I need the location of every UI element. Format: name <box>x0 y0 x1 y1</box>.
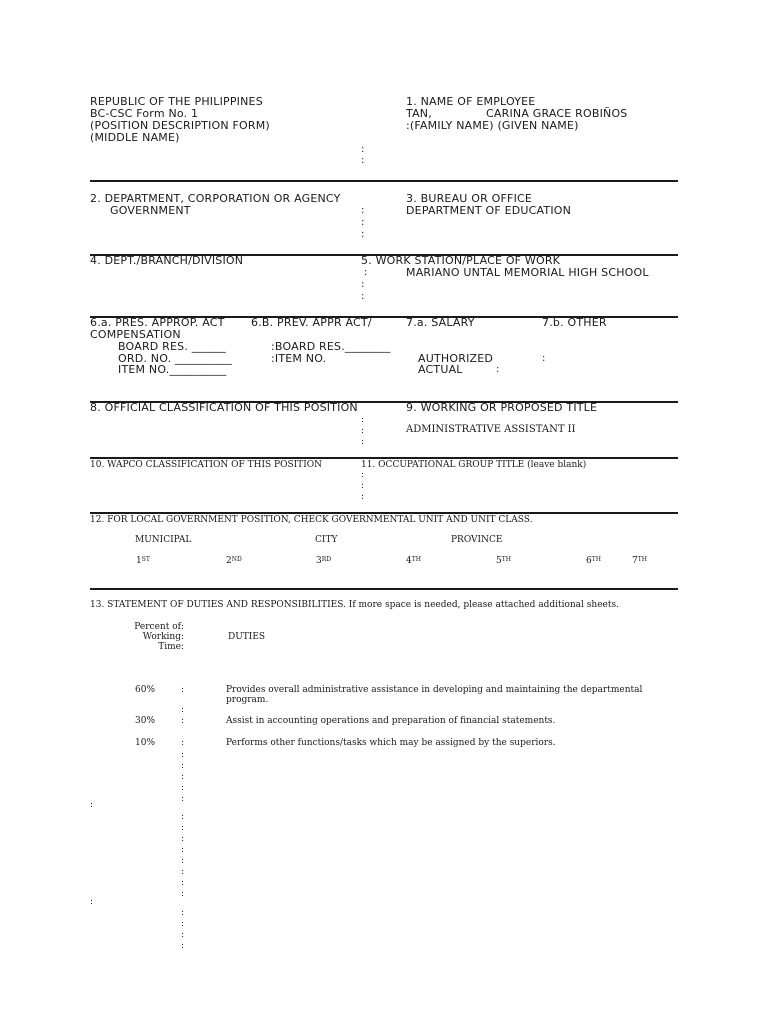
bureau-value: DEPARTMENT OF EDUCATION <box>406 204 572 217</box>
colon: : <box>542 353 546 364</box>
colon: : <box>361 205 365 216</box>
colon: : <box>181 919 185 929</box>
bureau-label: 3. BUREAU OR OFFICE <box>406 192 533 205</box>
section-divider <box>90 180 678 182</box>
form-name: (POSITION DESCRIPTION FORM) <box>90 119 270 132</box>
colon: : <box>361 437 365 447</box>
republic-label: REPUBLIC OF THE PHILIPPINES <box>90 95 263 108</box>
colon: : <box>361 426 365 436</box>
colon: : <box>361 415 365 425</box>
duties-header: DUTIES <box>228 632 266 642</box>
unit-class-3: 3RD <box>316 556 332 566</box>
colon: : <box>361 291 365 302</box>
colon: : <box>181 761 185 771</box>
colon: : <box>181 783 185 793</box>
section-divider <box>90 588 678 590</box>
colon: : <box>181 716 185 726</box>
unit-class-2: 2ND <box>226 556 242 566</box>
given-names-value: CARINA GRACE ROBIÑOS <box>486 107 628 120</box>
colon: : <box>181 856 185 866</box>
board-res-b: :BOARD RES.________ <box>271 340 391 353</box>
item-no-a: ITEM NO.__________ <box>118 363 227 376</box>
employee-name-label: 1. NAME OF EMPLOYEE <box>406 95 536 108</box>
colon: : <box>361 144 365 155</box>
name-parts-label: :(FAMILY NAME) (GIVEN NAME) <box>406 119 579 132</box>
duty-description-cont: program. <box>226 695 269 705</box>
duty-percent: 10% <box>135 738 156 748</box>
colon: : <box>361 470 365 480</box>
pres-approp-label: 6.a. PRES. APPROP. ACT <box>90 316 225 329</box>
board-res-a: BOARD RES. ______ <box>118 340 226 353</box>
unit-city: CITY <box>315 535 338 545</box>
colon: : <box>181 908 185 918</box>
unit-class-7: 7TH <box>632 556 647 566</box>
colon: : <box>361 155 365 166</box>
department-value: GOVERNMENT <box>110 204 191 217</box>
title-label: 9. WORKING OR PROPOSED TITLE <box>406 401 598 414</box>
unit-class-5: 5TH <box>496 556 511 566</box>
unit-class-4: 4TH <box>406 556 421 566</box>
colon: : <box>90 897 94 907</box>
form-number: BC-CSC Form No. 1 <box>90 107 199 120</box>
work-station-value: MARIANO UNTAL MEMORIAL HIGH SCHOOL <box>406 266 649 279</box>
unit-class-1: 1ST <box>136 556 150 566</box>
other-label: 7.b. OTHER <box>542 316 607 329</box>
working-label: Working: <box>142 632 184 642</box>
duty-percent: 60% <box>135 685 156 695</box>
colon: : <box>181 941 185 951</box>
prev-appr-label: 6.B. PREV. APPR ACT/ <box>251 316 372 329</box>
colon: : <box>181 812 185 822</box>
ord-no: ORD. NO. __________ <box>118 352 232 365</box>
colon: : <box>364 267 368 278</box>
colon: : <box>361 481 365 491</box>
colon: : <box>181 750 185 760</box>
middle-name-label: (MIDDLE NAME) <box>90 131 180 144</box>
actual-label: ACTUAL <box>418 363 463 376</box>
colon: : <box>90 800 94 810</box>
percent-of-label: Percent of: <box>134 622 184 632</box>
colon: : <box>361 229 365 240</box>
title-value: ADMINISTRATIVE ASSISTANT II <box>406 424 576 435</box>
colon: : <box>181 738 185 748</box>
unit-class-6: 6TH <box>586 556 601 566</box>
salary-label: 7.a. SALARY <box>406 316 475 329</box>
colon: : <box>361 217 365 228</box>
colon: : <box>181 794 185 804</box>
duties-statement-label: 13. STATEMENT OF DUTIES AND RESPONSIBILITIES. If more space is needed, please attached additional sheets. <box>90 600 619 610</box>
colon: : <box>361 492 365 502</box>
family-name-value: TAN, <box>406 107 432 120</box>
unit-province: PROVINCE <box>451 535 503 545</box>
time-label: Time: <box>158 642 184 652</box>
compensation-label: COMPENSATION <box>90 328 181 341</box>
department-label: 2. DEPARTMENT, CORPORATION OR AGENCY <box>90 192 341 205</box>
colon: : <box>361 279 365 290</box>
colon: : <box>181 705 185 715</box>
wapco-label: 10. WAPCO CLASSIFICATION OF THIS POSITION <box>90 460 322 470</box>
duty-percent: 30% <box>135 716 156 726</box>
item-no-b: :ITEM NO. <box>271 352 327 365</box>
local-government-label: 12. FOR LOCAL GOVERNMENT POSITION, CHECK GOVERNMENTAL UNIT AND UNIT CLASS. <box>90 515 533 525</box>
colon: : <box>181 930 185 940</box>
colon: : <box>181 889 185 899</box>
division-label: 4. DEPT./BRANCH/DIVISION <box>90 254 244 267</box>
occupational-group-label: 11. OCCUPATIONAL GROUP TITLE (leave blank) <box>361 460 587 470</box>
colon: : <box>181 772 185 782</box>
colon: : <box>181 878 185 888</box>
duty-description: Performs other functions/tasks which may be assigned by the superiors. <box>226 738 556 748</box>
colon: : <box>181 845 185 855</box>
colon: : <box>181 823 185 833</box>
unit-municipal: MUNICIPAL <box>135 535 192 545</box>
colon: : <box>496 364 500 375</box>
colon: : <box>181 867 185 877</box>
classification-label: 8. OFFICIAL CLASSIFICATION OF THIS POSITION <box>90 401 358 414</box>
duty-description: Assist in accounting operations and preparation of financial statements. <box>226 716 556 726</box>
work-station-label: 5. WORK STATION/PLACE OF WORK <box>361 254 561 267</box>
colon: : <box>181 685 185 695</box>
colon: : <box>181 834 185 844</box>
authorized-label: AUTHORIZED <box>418 352 494 365</box>
duty-description: Provides overall administrative assistance in developing and maintaining the departmental <box>226 685 643 695</box>
